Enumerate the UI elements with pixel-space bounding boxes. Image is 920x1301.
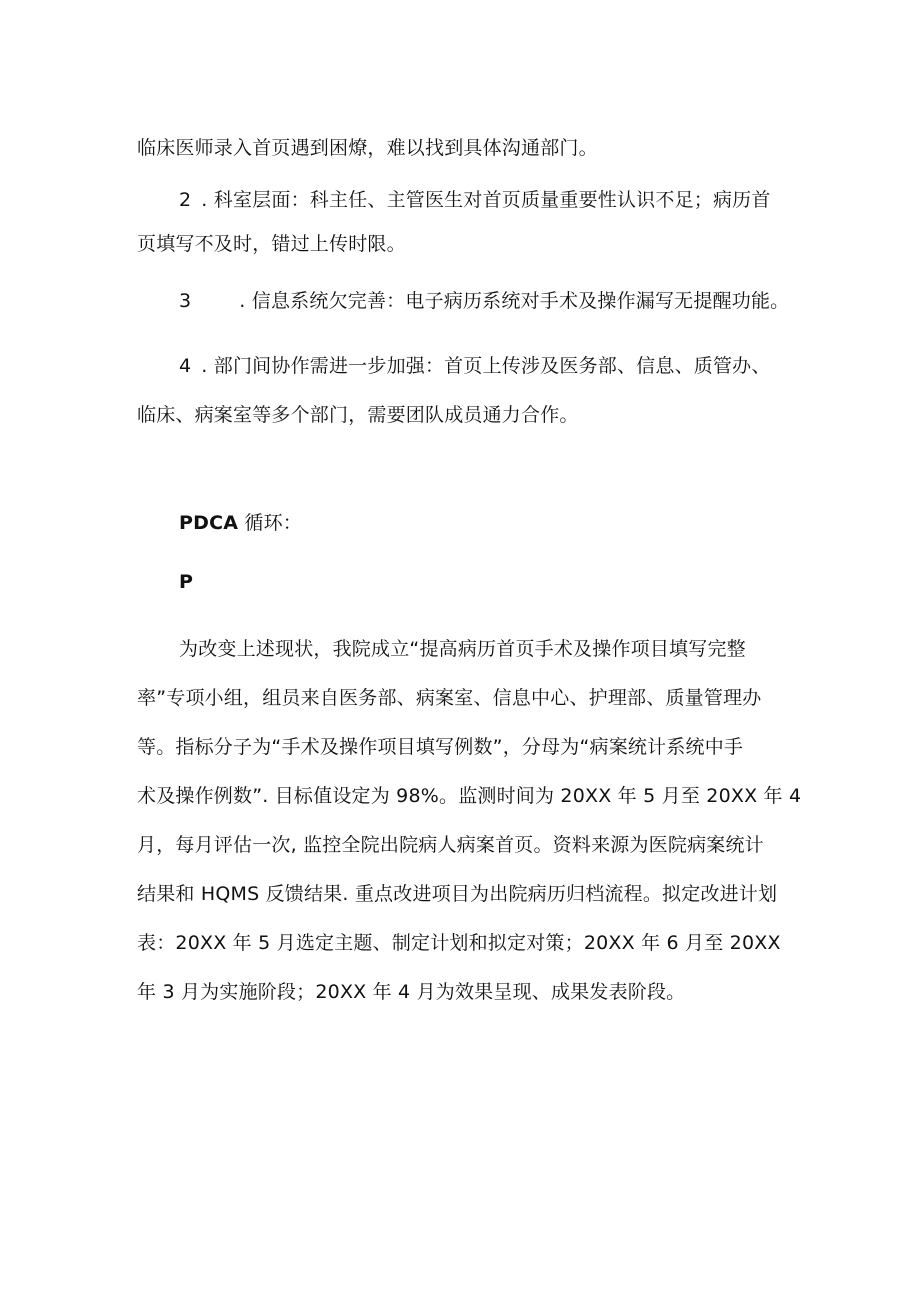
plan-paragraph-line: [137, 931, 781, 955]
text-line: . 部门间协作需进一步加强：首页上传涉及医务部、信息、质管办、: [201, 355, 771, 377]
text-line: 表：20XX 年 5 月选定主题、制定计划和拟定对策；20XX 年 6 月至 20XX: [137, 932, 781, 954]
plan-paragraph-line: [137, 735, 743, 759]
plan-paragraph-line: [137, 882, 777, 906]
p-heading-text: P: [179, 571, 194, 593]
list-item-3: [179, 289, 789, 313]
plan-paragraph-line: [137, 833, 764, 857]
text-line: 年 3 月为实施阶段；20XX 年 4 月为效果呈现、成果发表阶段。: [137, 981, 686, 1003]
plan-paragraph-line: [137, 784, 801, 808]
text-line: 为改变上述现状，我院成立“提高病历首页手术及操作项目填写完整: [179, 638, 746, 660]
pdca-heading: [179, 511, 302, 535]
pdca-suffix: 循环：: [244, 512, 303, 534]
text-line: 率”专项小组，组员来自医务部、病案室、信息中心、护理部、质量管理办: [137, 687, 762, 709]
plan-paragraph-line: [137, 686, 761, 710]
text-line: 术及操作例数”. 目标值设定为 98%。监测时间为 20XX 年 5 月至 20XX 年 4: [137, 785, 802, 807]
p-heading: [179, 570, 193, 594]
plan-paragraph-line: [137, 980, 685, 1004]
text-line: 临床、病案室等多个部门，需要团队成员通力合作。: [137, 404, 579, 426]
list-number: 4: [179, 355, 192, 377]
list-item-2-continuation: [137, 232, 406, 256]
text-line: 结果和 HQMS 反馈结果. 重点改进项目为出院病历归档流程。拟定改进计划: [137, 883, 778, 905]
text-line: . 信息系统欠完善：电子病历系统对手术及操作漏写无提醒功能。: [239, 290, 790, 312]
text-line: 临床医师录入首页遇到困燎，难以找到具体沟通部门。: [137, 137, 598, 159]
list-number: 2: [179, 189, 192, 211]
paragraph-continuation: [137, 136, 598, 160]
text-line: . 科室层面：科主任、主管医生对首页质量重要性认识不足；病历首: [201, 189, 771, 211]
list-item-4: [179, 354, 771, 378]
text-line: 页填写不及时，错过上传时限。: [137, 233, 406, 255]
pdca-label: PDCA: [179, 512, 239, 534]
text-line: 月，每月评估一次, 监控全院出院病人病案首页。资料来源为医院病案统计: [137, 834, 764, 856]
list-item-2: [179, 188, 771, 212]
list-number: 3: [179, 290, 192, 312]
plan-paragraph-line: [179, 637, 746, 661]
list-item-4-continuation: [137, 403, 579, 427]
text-line: 等。指标分子为“手术及操作项目填写例数”，分母为“病案统计系统中手: [137, 736, 744, 758]
